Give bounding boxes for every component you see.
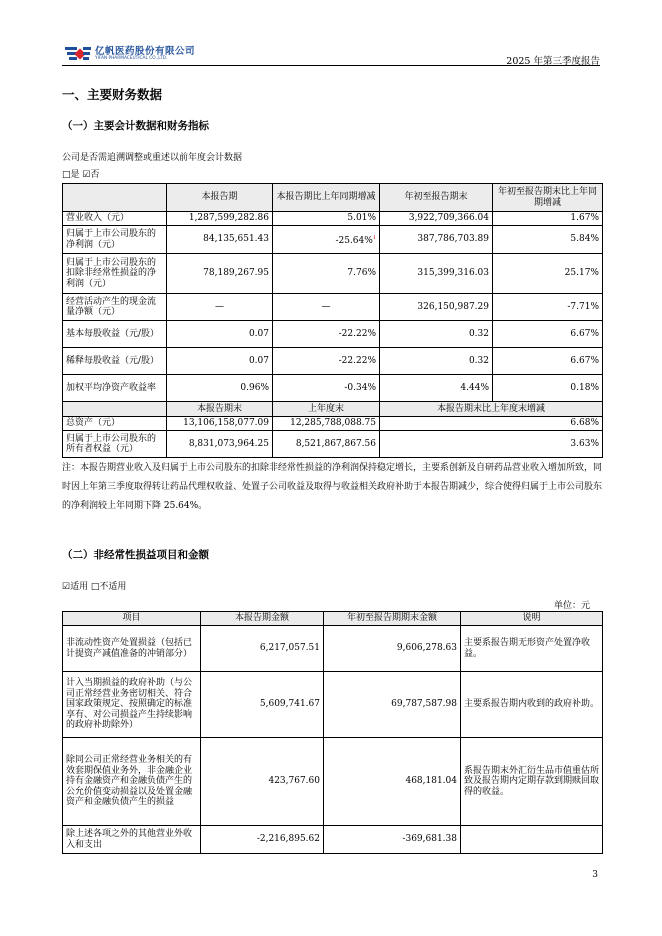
table-row: 基本每股收益（元/股） 0.07 -22.22% 0.32 6.67% [63, 321, 603, 348]
restate-answer: □是 ☑否 [62, 170, 100, 180]
financial-data-table [62, 183, 603, 458]
table-row: 归属于上市公司股东的扣除非经常性损益的净利润（元） 78,189,267.95 7.76% 315,399,316.03 25.17% [63, 254, 603, 294]
applicable-status: ☑适用 □不适用 [62, 582, 127, 592]
table-row: 除上述各项之外的其他营业外收入和支出 -2,216,895.62 -369,681.38 [63, 826, 603, 854]
company-name-cn: 亿帆医药股份有限公司 [95, 45, 196, 57]
non-recurring-table [62, 611, 603, 854]
company-logo [65, 46, 195, 62]
subsection-title: （二）非经常性损益项目和金额 [62, 549, 209, 561]
page-header [62, 44, 600, 66]
table-row: 计入当期损益的政府补助（与公司正常经营业务密切相关、符合国家政策规定、按照确定的标准享有、对公司损益产生持续影响的政府补助除外） 5,609,741.67 69,787,587.98 主要系报告期内收到的政府补助。 [63, 672, 603, 738]
report-title: 2025 年第三季度报告 [506, 56, 600, 67]
table-row: 总资产（元） 13,106,158,077.09 12,285,788,088.75 6.68% [63, 417, 603, 431]
table-row: 稀释每股收益（元/股） 0.07 -22.22% 0.32 6.67% [63, 348, 603, 375]
table-row: 除同公司正常经营业务相关的有效套期保值业务外，非金融企业持有金融资产和金融负债产生的公允价值变动损益以及处置金融资产和金融负债产生的损益 423,767.60 468,181.04 系报告期末外汇衍生品市值重估所致及报告期内定期存款到期赎回取得的收益。 [63, 738, 603, 826]
table-row: 非流动性资产处置损益（包括已计提资产减值准备的冲销部分） 6,217,057.51 9,606,278.63 主要系报告期无形资产处置净收益。 [63, 626, 603, 672]
section-title: 一、主要财务数据 [62, 87, 163, 102]
page-number: 3 [592, 870, 598, 880]
subsection-title: （一）主要会计数据和财务指标 [62, 120, 209, 132]
table-header-row: 本报告期 本报告期比上年同期增减 年初至报告期末 年初至报告期末比上年同期增减 [63, 184, 603, 212]
table-row: 营业收入（元） 1,287,599,282.86 5.01% 3,922,709,366.04 1.67% [63, 212, 603, 226]
restate-question: 公司是否需追溯调整或重述以前年度会计数据 [62, 153, 243, 163]
financial-note: 注：本报告期营业收入及归属于上市公司股东的扣除非经常性损益的净利润保持稳定增长，主要系创新及自研药品营业收入增加所致，同时因上年第三季度取得转让药品代理权收益、处置子公司收益及取得与收益相关政府补助于本报告期减少，综合使得归属于上市公司股东的净利润较上年同期下降 25.64%。 [62, 463, 603, 511]
logo-icon [65, 46, 91, 62]
table-row: 经营活动产生的现金流量净额（元） — — 326,150,987.29 -7.71% [63, 294, 603, 321]
table-row: 加权平均净资产收益率 0.96% -0.34% 4.44% 0.18% [63, 375, 603, 402]
unit-label: 单位：元 [553, 601, 590, 611]
table-row: 归属于上市公司股东的净利润（元） 84,135,651.43 -25.64%$^1$ 387,786,703.89 5.84% [63, 226, 603, 254]
footnote-marker: 1 [372, 234, 376, 241]
table-row: 归属于上市公司股东的所有者权益（元） 8,831,073,964.25 8,521,867,867.56 3.63% [63, 431, 603, 458]
company-name-en: YIFAN PHARMACEUTICAL CO.,LTD. [95, 56, 168, 62]
table-header-row: 项目 本报告期金额 年初至报告期期末金额 说明 [63, 612, 603, 626]
table-header-row: 本报告期末 上年度末 本报告期末比上年度末增减 [63, 402, 603, 417]
